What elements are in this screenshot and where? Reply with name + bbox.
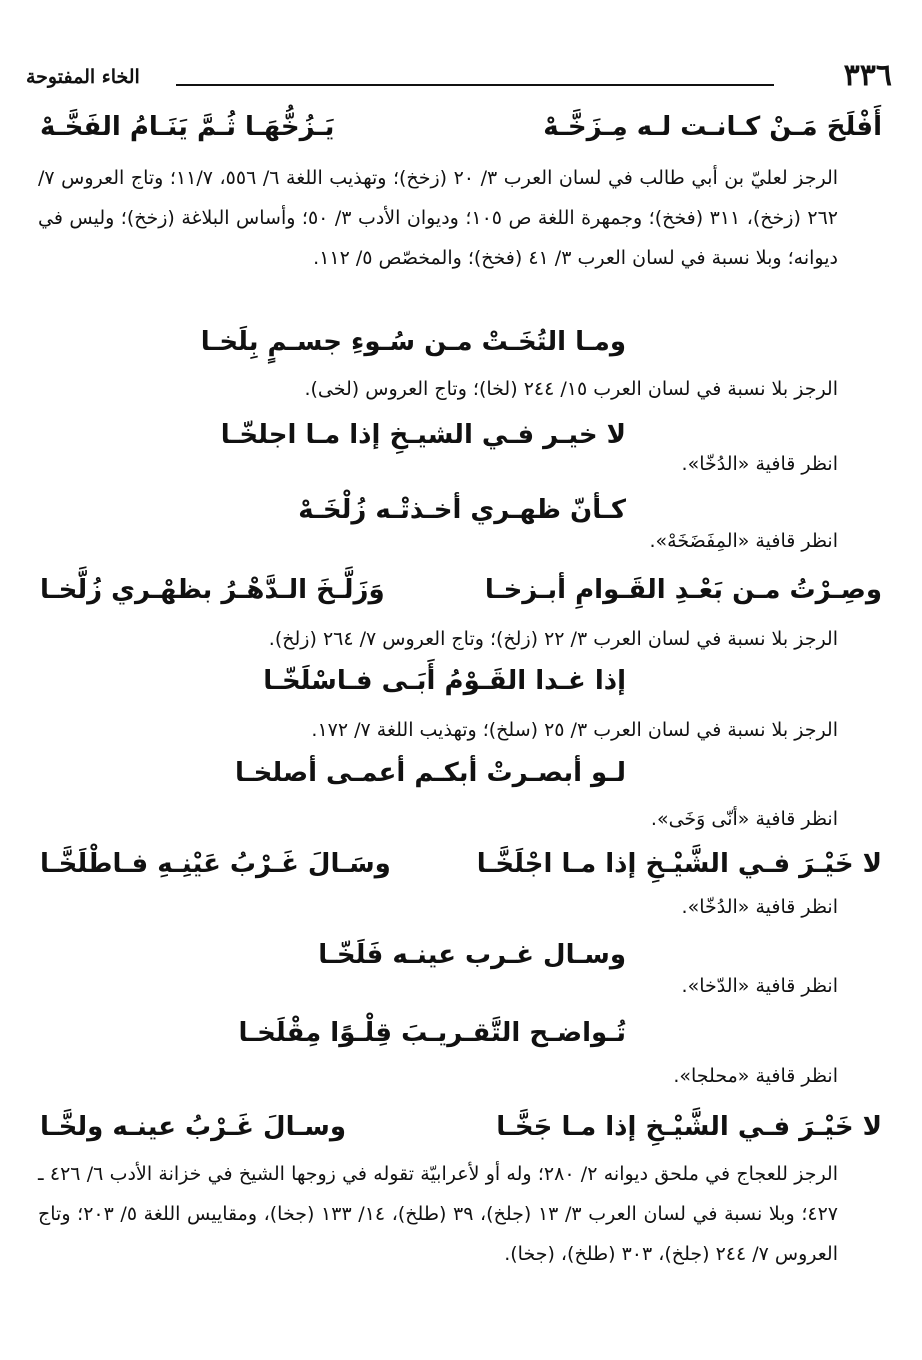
- page-header: [26, 58, 892, 98]
- verse-line: كـأنّ ظهـري أخـذتْـه زُلْخَـهْ: [298, 495, 626, 525]
- verse-first-hemistich: لا خَيْـرَ فـي الشَّيْـخِ إذا مـا اجْلَخَّـا: [476, 849, 882, 879]
- verse-line: لـو أبصـرتْ أبكـم أعمـى أصلخـا: [234, 758, 626, 788]
- cross-reference: انظر قافية «المِفَضَخَهْ».: [649, 530, 838, 552]
- header-rule: [176, 84, 774, 86]
- verse-first-hemistich: وصِـرْتُ مـن بَعْـدِ القَـوامِ أبـزخـا: [484, 575, 882, 605]
- cross-reference: انظر قافية «الدُخّا».: [681, 453, 838, 475]
- source-note: الرجز بلا نسبة في لسان العرب ٣/ ٢٢ (زلخ)؛ وتاج العروس ٧/ ٢٦٤ (زلخ).: [268, 628, 838, 650]
- verse-line: إذا غـدا القَـوْمُ أَبَـى فـاسْلَخّـا: [263, 666, 626, 696]
- verse-second-hemistich: وَزَلَّـخَ الـدَّهْـرُ بظهْـري زُلَّخـا: [40, 575, 385, 605]
- verse-line: لا خيـر فـي الشيـخِ إذا مـا اجلخّـا: [220, 420, 626, 450]
- cross-reference: انظر قافية «الدُخّا».: [681, 896, 838, 918]
- page-number: ٣٣٦: [843, 58, 892, 93]
- verse-first-hemistich: لا خَيْـرَ فـي الشَّيْـخِ إذا مـا جَخَّـا: [496, 1112, 882, 1142]
- verse-line: وسـال غـرب عينـه فَلَخّـا: [318, 940, 626, 970]
- source-note: الرجز بلا نسبة في لسان العرب ١٥/ ٢٤٤ (لخا)؛ وتاج العروس (لخى).: [304, 378, 838, 400]
- verse-line: [40, 849, 882, 879]
- verse-line: [40, 112, 882, 142]
- cross-reference: انظر قافية «محلجا».: [673, 1065, 838, 1087]
- source-note: الرجز للعجاج في ملحق ديوانه ٢/ ٢٨٠؛ وله أو لأعرابيّة تقوله في زوجها الشيخ في خزانة الأدب ٦/ ٤٢٦ ـ ٤٢٧؛ وبلا نسبة في لسان العرب ٣/ ١٣ (جلخ)، ٣٩ (طلخ)، ١٤/ ١٣٣ (جخا)، ومقاييس اللغة ٥/ ٢٠٣؛ وتاج العروس ٧/ ٢٤٤ (جلخ)، ٣٠٣ (طلخ)، (جخا).: [38, 1163, 838, 1265]
- verse-first-hemistich: أَفْلَحَ مَـنْ كـانـت لـه مِـزَخَّـهْ: [543, 112, 882, 142]
- verse-line: [40, 1112, 882, 1142]
- verse-second-hemistich: وسَـالَ غَـرْبُ عَيْنِـهِ فـاطْلَخَّـا: [40, 849, 391, 879]
- cross-reference: انظر قافية «الدّخا».: [681, 975, 838, 997]
- verse-line: تُـواضـح التَّقـريـبَ قِلْـوًا مِقْلَخـا: [238, 1018, 626, 1048]
- cross-reference: انظر قافية «أنّى وَخَى».: [650, 808, 838, 830]
- verse-second-hemistich: يَـزُخُّهَـا ثُـمَّ يَنَـامُ الفَخَّـهْ: [40, 112, 335, 142]
- source-note: الرجز بلا نسبة في لسان العرب ٣/ ٢٥ (سلخ)؛ وتهذيب اللغة ٧/ ١٧٢.: [311, 719, 838, 741]
- verse-second-hemistich: وسـالَ غَـرْبُ عينـه ولخَّـا: [40, 1112, 346, 1142]
- verse-line: [40, 575, 882, 605]
- verse-line: ومـا التُخَـتْ مـن سُـوءِ جسـمٍ بِلَخـا: [200, 327, 626, 357]
- running-title: الخاء المفتوحة: [26, 66, 140, 88]
- source-note: الرجز لعليّ بن أبي طالب في لسان العرب ٣/ ٢٠ (زخخ)؛ وتهذيب اللغة ٦/ ٥٥٦، ١١/٧؛ وتاج العروس ٧/ ٢٦٢ (زخخ)، ٣١١ (فخخ)؛ وجمهرة اللغة ص ١٠٥؛ وديوان الأدب ٣/ ٥٠؛ وأساس البلاغة (زخخ)؛ وليس في ديوانه؛ وبلا نسبة في لسان العرب ٣/ ٤١ (فخخ)؛ والمخصّص ٥/ ١١٢.: [38, 167, 839, 269]
